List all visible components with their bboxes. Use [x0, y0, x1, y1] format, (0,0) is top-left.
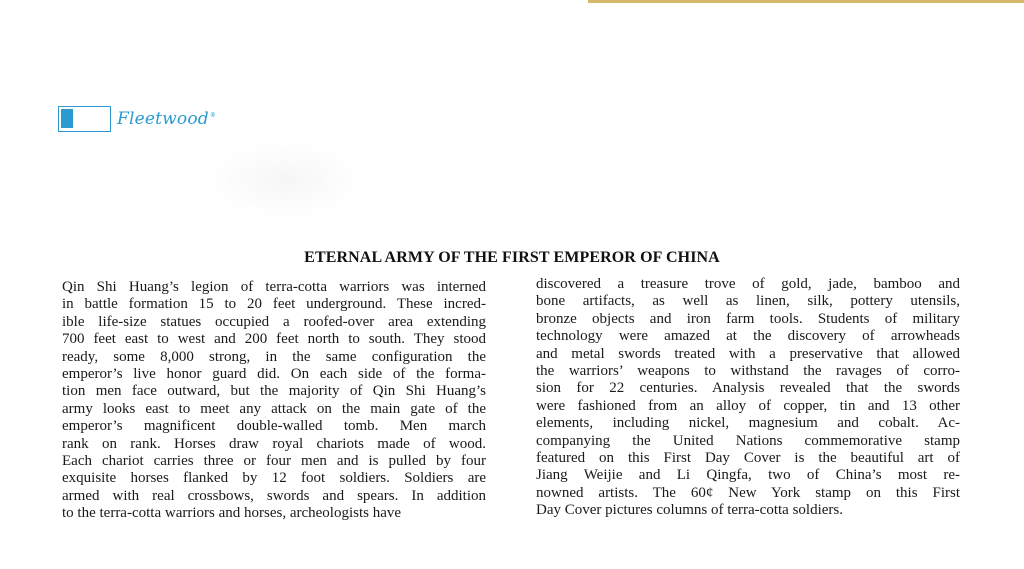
text-line: army looks east to meet any attack on the main gate of the [62, 400, 486, 417]
text-line: in battle formation 15 to 20 feet underground. These incred- [62, 296, 486, 313]
text-line: to the terra-cotta warriors and horses, archeologists have [62, 505, 402, 522]
text-line: sion for 22 centuries. Analysis revealed that the swords [536, 380, 960, 397]
text-line: Day Cover pictures columns of terra-cotta soldiers. [536, 502, 843, 519]
text-line: emperor’s magnificent double-walled tomb. Men march [62, 418, 486, 435]
text-line: Qin Shi Huang’s legion of terra-cotta warriors was interned [62, 279, 486, 295]
text-line: Jiang Weijie and Li Qingfa, two of China’s most re- [536, 467, 960, 484]
text-line: Each chariot carries three or four men and is pulled by four [62, 453, 486, 470]
text-line: were fashioned from an alloy of copper, tin and 13 other [536, 397, 960, 414]
text-line: and metal swords treated with a preservative that allowed [536, 345, 960, 362]
text-line: exquisite horses flanked by 12 foot soldiers. Soldiers are [62, 470, 486, 487]
text-line: discovered a treasure trove of gold, jade, bamboo and [536, 276, 960, 292]
logo-box-icon [58, 106, 111, 132]
text-line: featured on this First Day Cover is the beautiful art of [536, 450, 960, 467]
text-line: bone artifacts, as well as linen, silk, pottery utensils, [536, 293, 960, 310]
text-line: rank on rank. Horses draw royal chariots made of wood. [62, 435, 486, 452]
text-line: ible life-size statues occupied a roofed-over area extending [62, 313, 486, 330]
top-edge-strip [588, 0, 1024, 3]
text-line: companying the United Nations commemorative stamp [536, 432, 960, 449]
logo-box-fill [61, 109, 73, 128]
text-line: emperor’s live honor guard did. On each side of the forma- [62, 366, 486, 383]
left-column [62, 279, 486, 523]
text-line: armed with real crossbows, swords and spears. In addition [62, 487, 486, 504]
text-line: ready, some 8,000 strong, in the same configuration the [62, 348, 486, 365]
text-line: technology were amazed at the discovery of arrowheads [536, 328, 960, 345]
logo-trademark: ® [209, 112, 217, 120]
article-title: ETERNAL ARMY OF THE FIRST EMPEROR OF CHINA [304, 249, 720, 266]
text-line: the warriors’ weapons to withstand the ravages of corro- [536, 363, 960, 380]
logo-wordmark-text: Fleetwood [117, 109, 209, 129]
faint-cachet-smudge [205, 140, 365, 220]
text-line: nowned artists. The 60¢ New York stamp on this First [536, 484, 960, 501]
text-line: tion men face outward, but the majority of Qin Shi Huang’s [62, 383, 486, 400]
text-line: bronze objects and iron farm tools. Students of military [536, 310, 960, 327]
logo-wordmark [117, 109, 216, 129]
right-column [536, 276, 960, 520]
text-line: 700 feet east to west and 200 feet north to south. They stood [62, 331, 486, 348]
fleetwood-logo [58, 106, 216, 132]
text-line: elements, including nickel, magnesium and cobalt. Ac- [536, 415, 960, 432]
